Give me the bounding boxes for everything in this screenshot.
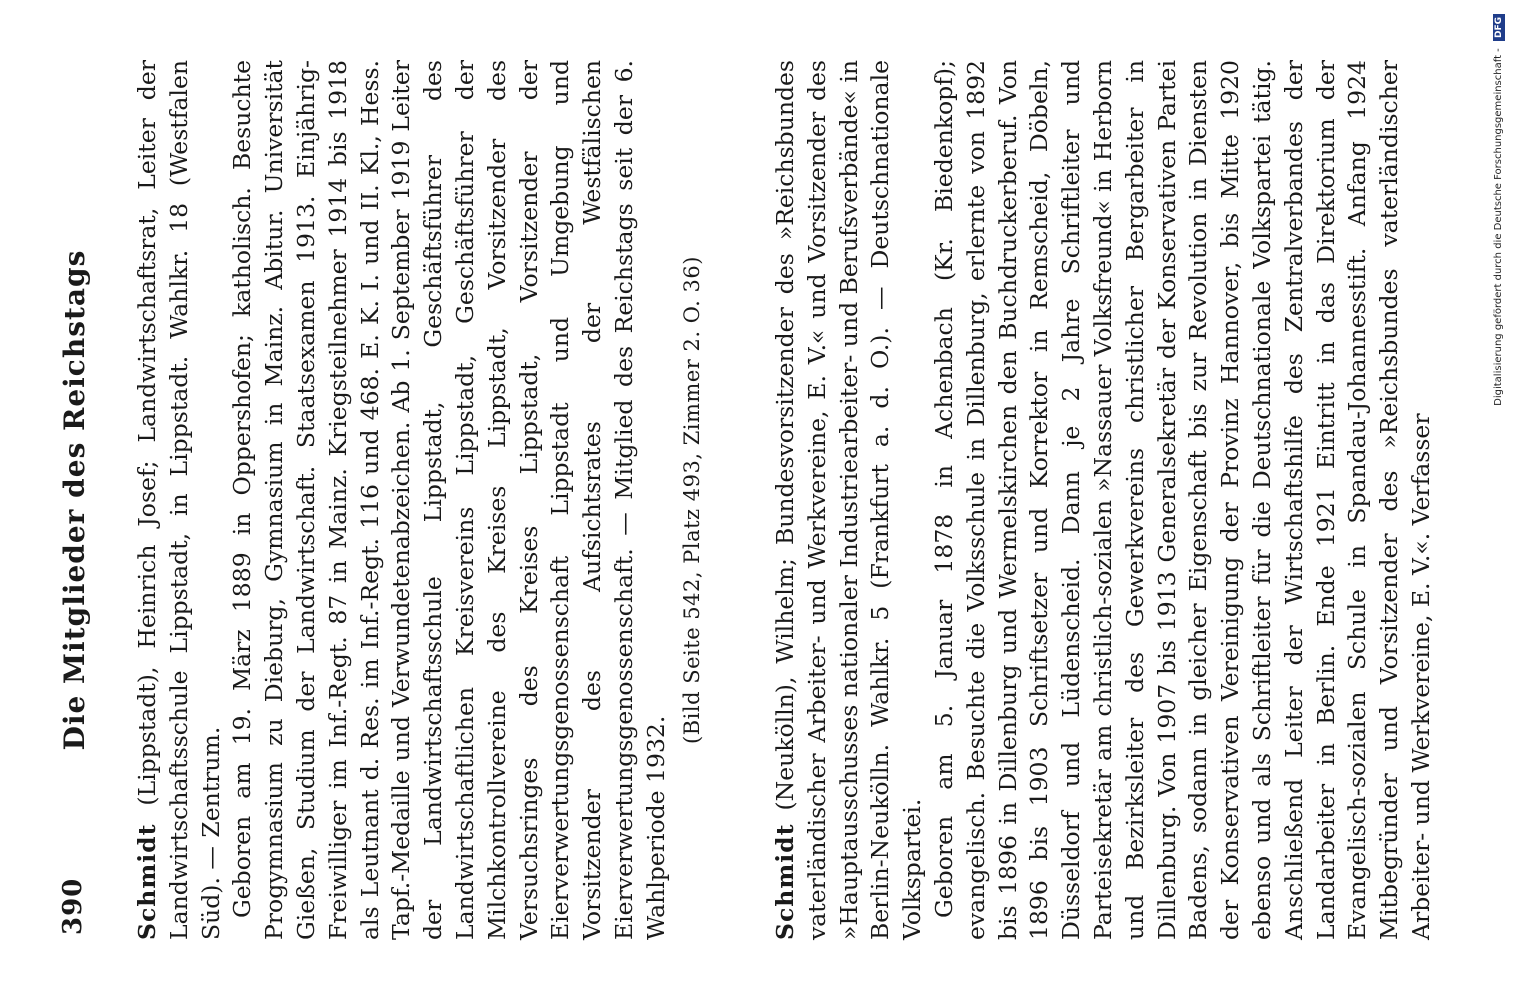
entry-header xyxy=(132,60,227,940)
entry-surname: Schmidt xyxy=(133,823,161,940)
entry-party-separator: — xyxy=(866,285,895,311)
entry-surname: Schmidt xyxy=(771,823,799,940)
running-head: Die Mitglieder des Reichstags xyxy=(58,249,91,751)
member-entry-schmidt-lippstadt xyxy=(132,60,673,940)
entry-party-separator: — xyxy=(196,845,225,870)
image-note: (Bild Seite 542, Platz 493, Zimmer 2. O. 36) xyxy=(680,256,704,744)
entry-party: Zentrum. xyxy=(196,726,225,846)
digitization-margin xyxy=(1478,0,1520,1000)
entry-biography: Geboren am 5. Januar 1878 in Achenbach (Kr. Biedenkopf); evangelisch. Besuchte die Volksschule in Dillenburg, erlernte von 1892 bis 1896 in Dillenburg und Wermelskirchen den Buchdruckerberuf. Von 1896 bis 1903 Schriftsetzer und Korrektor in Remscheid, Döbeln, Düsseldorf und Lüdenscheid. Dann je 2 Jahre Schriftleiter und Parteisekretär am christlich-sozialen »Nassauer Volksfreund« in Herborn und Bezirksleiter des Gewerkvereins christlicher Bergarbeiter in Dillenburg. Von 1907 bis 1913 Generalsekretär der Konservativen Partei Badens, sodann in gleicher Eigenschaft bis zur Revolution in Diensten der Konservativen Vereinigung der Provinz Hannover, bis Mitte 1920 ebenso und als Schriftleiter für die Deutschnationale Volkspartei tätig. Anschließend Leiter der Wirtschaftshilfe des Zentralverbandes der Landarbeiter in Berlin. Ende 1921 Eintritt in das Direktorium der Evangelisch-sozialen Schule in Spandau-Johannesstift. Anfang 1924 Mitbegründer und Vorsitzender des »Reichsbundes vaterländischer Arbeiter- und Werkvereine, E. V.«. Verfasser xyxy=(929,60,1435,940)
entry-header xyxy=(770,60,929,940)
entry-biography: Geboren am 19. März 1889 in Oppershofen; katholisch. Besuchte Progymnasium zu Dieburg, Gymnasium in Mainz. Abitur. Universität Gießen, Studium der Landwirtschaft. Staatsexamen 1913. Einjährig-Freiwilliger im Inf.-Regt. 87 in Mainz. Kriegsteilnehmer 1914 bis 1918 als Leutnant d. Res. im Inf.-Regt. 116 und 468. E. K. I. und II. Kl., Hess. Tapf.-Medaille und Verwundetenabzeichen. Ab 1. September 1919 Leiter der Landwirtschaftsschule Lippstadt, Geschäftsführer des Landwirtschaftlichen Kreisvereins Lippstadt, Geschäftsführer der Milchkontrollvereine des Kreises Lippstadt, Vorsitzender des Versuchsringes des Kreises Lippstadt, Vorsitzender der Eierverwertungsgenossenschaft Lippstadt und Umgebung und Vorsitzender des Aufsichtsrates der Westfälischen Eierverwertungsgenossenschaft. — Mitglied des Reichstags seit der 6. Wahlperiode 1932. xyxy=(228,60,670,940)
entry-intro: (Neukölln), Wilhelm; Bundesvorsitzender des »Reichsbundes vaterländischer Arbeiter- und Werkvereine, E. V.« und Vorsitzender des »Hauptausschusses nationaler Industriearbeiter- und Berufsverbände« in Berlin-Neukölln. Wahlkr. 5 (Frankfurt a. d. O.). xyxy=(771,60,895,940)
dfg-logo: DFG xyxy=(1493,14,1505,41)
member-entry-schmidt-neukoelln xyxy=(770,60,1438,940)
digitization-note: Digitalisierung gefördert durch die Deutsche Forschungsgemeinschaft - xyxy=(1493,48,1504,406)
entry-intro: (Lippstadt), Heinrich Josef; Landwirtschaftsrat, Leiter der Landwirtschaftsschule Lippstadt, in Lippstadt. Wahlkr. 18 (Westfalen Süd). xyxy=(133,60,225,940)
page-number: 390 xyxy=(58,877,88,935)
entry-party: Deutschnationale Volkspartei. xyxy=(866,60,927,940)
